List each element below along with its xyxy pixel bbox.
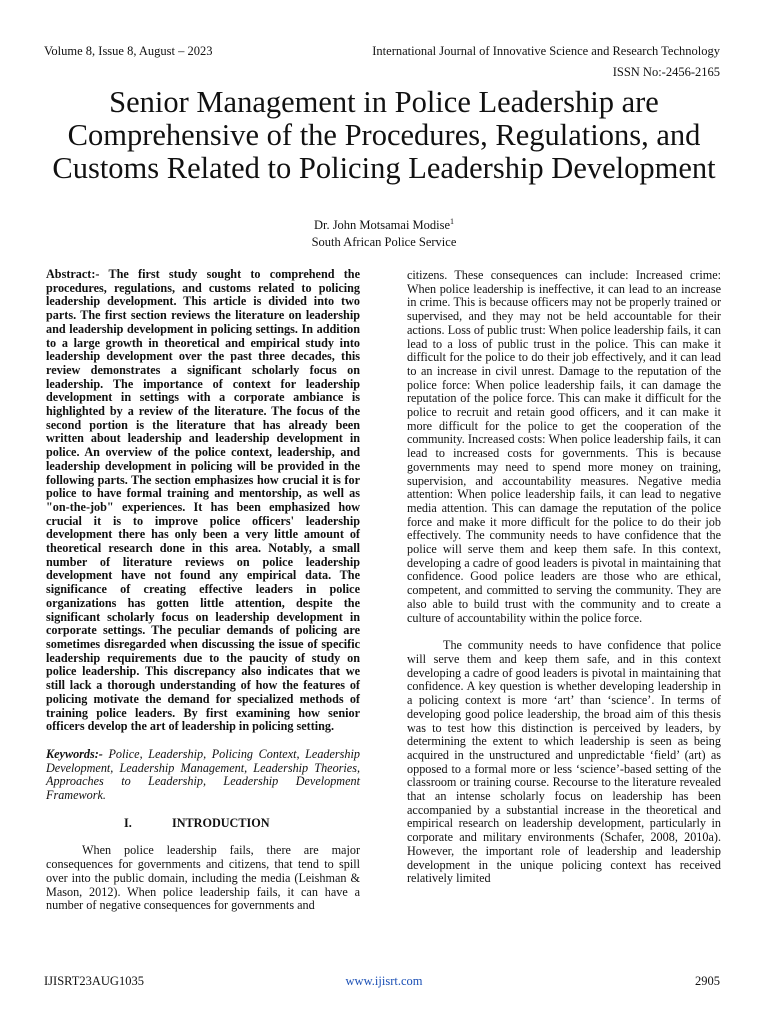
right-column [407,269,721,886]
footer-page-number: 2905 [695,974,720,988]
journal-volume-header: Volume 8, Issue 8, August – 2023 [44,44,213,58]
body-paragraph-2: The community needs to have confidence that police will serve them and keep them safe, and in this context developing a cadre of good leaders is pivotal in maintaining that confidence. A key question is whether developing leadership in a policing context is more ‘art’ than ‘science’. In terms of developing good police leadership, the broad aim of this thesis was to test how this distinction is perceived by leaders, by determining the extent to which leadership is seen as being acquired in the unstructured and unpredictable ‘field’ (art) as opposed to a formal more or less ‘science’-based setting of the classroom or training course. Recourse to the literature revealed that an intense scholarly focus on leadership has been accompanied by a substantial increase in the theoretical and empirical research on leadership development, particularly in corporate and military environments (Schafer, 2008, 2010a). However, the important role of leadership and leadership development in the unique policing context has received relatively limited [407,638,721,886]
footer-website-link[interactable]: www.ijisrt.com [345,974,423,988]
abstract-paragraph: Abstract:- The first study sought to comprehend the procedures, regulations, and customs related to policing leadership development. This article is divided into two parts. The first section reviews the literature on leadership and leadership development in policing settings. In addition to a large growth in theoretical and empirical study into leadership development over the past three decades, this review demonstrates a significant scholarly focus on leadership. The importance of context for leadership development in settings with a corporate ambiance is highlighted by a review of the literature. The focus of the second portion is the literature that has already been written about leadership and leadership development in police. An overview of the police context, leadership, and leadership development in policing will be provided in the following parts. The section emphasizes how crucial it is for police to have formal training and mentorship, as well as "on-the-job" experiences. It has been emphasized how crucial it is to improve police officers' leadership development there has only been a very little amount of theoretical research done in this area. Notably, a small number of literature reviews on police leadership development have not found any empirical data. The significance of creating effective leaders in police organizations has gotten little attention, despite the significant scholarly focus on leadership development in corporate settings. The peculiar demands of policing are sometimes disregarded when discussing the issue of specific leadership requirements due to the paucity of study on police leadership. This discrepancy also indicates that we still lack a thorough understanding of how the features of policing motivate the demand for specialized methods of training police leaders. By first examining how senior officers develop the art of leadership in policing setting. [46,267,360,734]
left-column [46,268,360,913]
section-title: INTRODUCTION [172,815,270,830]
keywords-paragraph [46,748,360,803]
journal-name-header: International Journal of Innovative Science and Research Technology [372,44,720,58]
issn-header: ISSN No:-2456-2165 [612,65,720,79]
paper-title: Senior Management in Police Leadership are Comprehensive of the Procedures, Regulations, and Customs Related to Policing Leadership Development [52,85,716,185]
author-line [0,213,768,234]
keywords-label: Keywords:- [46,746,103,761]
author-name: Dr. John Motsamai Modise [313,218,451,233]
section-heading [46,817,360,831]
author-block [0,213,768,251]
author-affiliation: South African Police Service [311,235,457,250]
author-superscript: 1 [450,217,455,226]
intro-paragraph: When police leadership fails, there are major consequences for governments and citizens, that tend to spill over into the public domain, including the media (Leishman & Mason, 2012). When police leadership fails, it can have a number of negative consequences for governments and [46,843,360,913]
section-number: I. [124,815,132,830]
keywords-text: Police, Leadership, Policing Context, Leadership Development, Leadership Management, Leadership Theories, Approaches to Leadership, Leadership Development Framework. [46,746,360,803]
body-paragraph-1: citizens. These consequences can include: Increased crime: When police leadership is ineffective, it can lead to an increase in crime. This is because officers may not be properly trained or supervised, and they may not be held accountable for their actions. Loss of public trust: When police leadership fails, it can lead to a loss of public trust in the police. This can make it difficult for the police to do their job effectively, and it can lead to an increase in civil unrest. Damage to the reputation of the police force: When police leadership fails, it can damage the reputation of the police force. This can make it difficult for the police to recruit and retain good officers, and it can make it more difficult for the police to get the cooperation of the community. Increased costs: When police leadership fails, it can lead to increased costs for governments. This is because governments may need to spend more money on training, supervision, and accountability measures. Negative media attention: When police leadership fails, it can lead to negative media attention. This can damage the reputation of the police force and make it more difficult for the police to do their job effectively. The community needs to have confidence that the police will serve them and keep them safe. In this context, developing a cadre of good leaders is pivotal in maintaining that confidence. Good police leaders are those who are ethical, competent, and committed to serving the community. They are also able to build trust with the community and to create a culture of accountability within the police force. [407,268,721,625]
footer-article-id: IJISRT23AUG1035 [44,974,144,988]
